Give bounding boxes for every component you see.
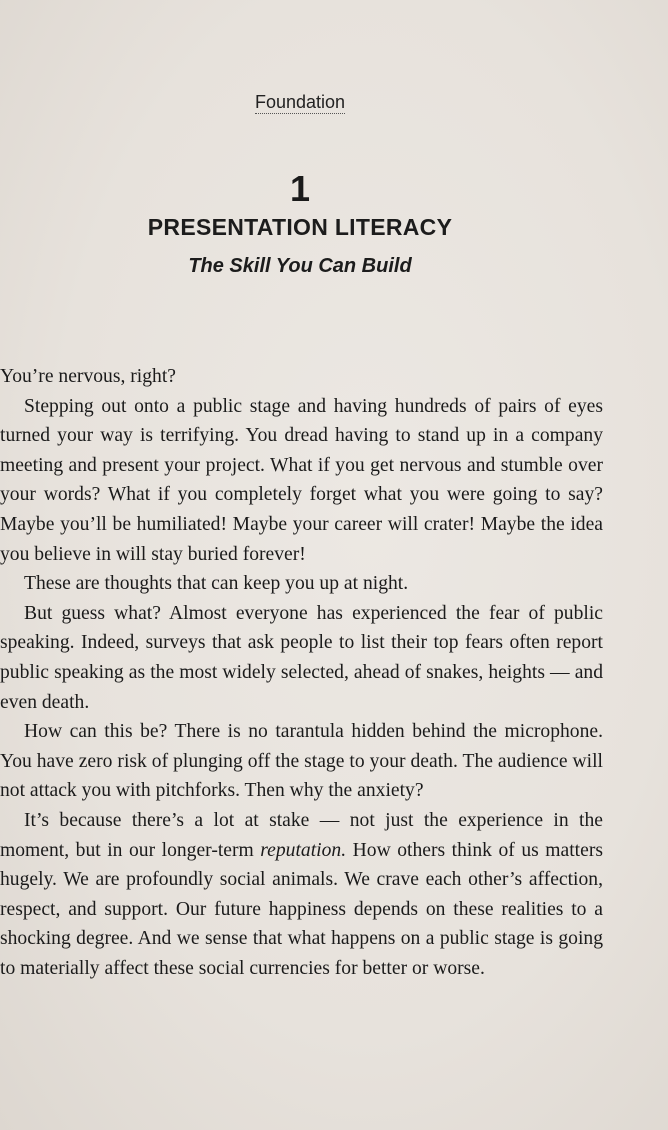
paragraph: These are thoughts that can keep you up at night. bbox=[24, 573, 409, 595]
paragraph bbox=[0, 806, 603, 984]
emphasis-text: reputation. bbox=[260, 839, 347, 861]
section-label bbox=[0, 92, 600, 113]
chapter-subtitle: The Skill You Can Build bbox=[188, 255, 412, 277]
chapter-body bbox=[0, 362, 603, 983]
chapter-title: PRESENTATION LITERACY bbox=[147, 214, 453, 240]
section-label-text: Foundation bbox=[254, 92, 346, 112]
paragraph: You’re nervous, right? bbox=[0, 366, 176, 387]
chapter-number: 1 bbox=[289, 168, 311, 209]
paragraph-text: It’s because there’s a lot at stake — not just the experience in the moment, but in our longer-term bbox=[0, 809, 603, 861]
paragraph: But guess what? Almost everyone has experienced the fear of public speaking. Indeed, surveys that ask people to list their top fears often report public speaking as the most widely selected, ahead of snakes, heights — and even death. bbox=[0, 602, 603, 713]
paragraph: Stepping out onto a public stage and having hundreds of pairs of eyes turned your way is terrifying. You dread having to stand up in a company meeting and present your project. What if you get nervous and stumble over your words? What if you completely forget what you were going to say? Maybe you’ll be humiliated! Maybe your career will crater! Maybe the idea you believe in will stay buried forever! bbox=[0, 395, 603, 565]
paragraph-text: How others think of us matters hugely. We are profoundly social animals. We crave each other’s affection, respect, and support. Our future happiness depends on these realities to a shocking degree. And we sense that what happens on a public stage is going to materially affect these social currencies for better or worse. bbox=[0, 839, 603, 979]
paragraph: How can this be? There is no tarantula hidden behind the microphone. You have zero risk of plunging off the stage to your death. The audience will not attack you with pitchforks. Then why the anxiety? bbox=[0, 721, 603, 802]
